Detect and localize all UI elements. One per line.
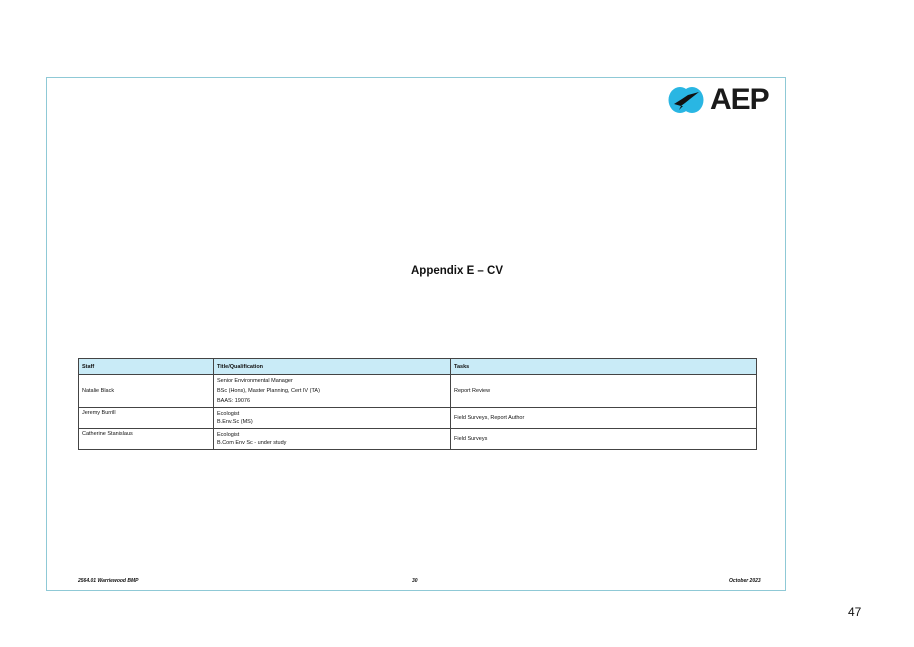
staff-cell: Jeremy Burrill (79, 408, 214, 429)
title-line: Ecologist (217, 432, 240, 438)
footer-project: 2564.01 Warriewood BMP (78, 578, 139, 584)
page-number: 47 (848, 605, 862, 619)
logo-text: AEP (710, 83, 769, 116)
tasks-cell: Field Surveys, Report Author (451, 408, 757, 429)
header-title: Title/Qualification (214, 359, 451, 375)
table-row (79, 408, 757, 429)
bird-logo-icon (668, 85, 706, 115)
title-line: Ecologist (217, 411, 240, 417)
tasks-cell: Field Surveys (451, 429, 757, 450)
table-row (79, 429, 757, 450)
table-row (79, 375, 757, 408)
title-line: B.Com Env Sc - under study (217, 440, 287, 446)
title-line: B.Env.Sc (MS) (217, 419, 253, 425)
table-header-row (79, 359, 757, 375)
tasks-cell: Report Review (451, 375, 757, 408)
header-tasks: Tasks (451, 359, 757, 375)
title-line: Senior Environmental Manager (217, 378, 293, 384)
footer-date: October 2023 (729, 578, 761, 584)
title-cell (214, 408, 451, 429)
title-line: BSc (Hons), Master Planning, Cert IV (TA) (217, 388, 320, 394)
header-staff: Staff (79, 359, 214, 375)
staff-cell: Catherine Stanislaus (79, 429, 214, 450)
staff-cell: Natalie Black (79, 375, 214, 408)
staff-table (78, 358, 757, 450)
footer-page: 30 (412, 578, 418, 584)
document-page (46, 77, 786, 591)
title-cell (214, 375, 451, 408)
appendix-heading: Appendix E – CV (410, 265, 504, 277)
aep-logo (668, 85, 769, 115)
title-line: BAAS: 19076 (217, 398, 251, 404)
title-cell (214, 429, 451, 450)
